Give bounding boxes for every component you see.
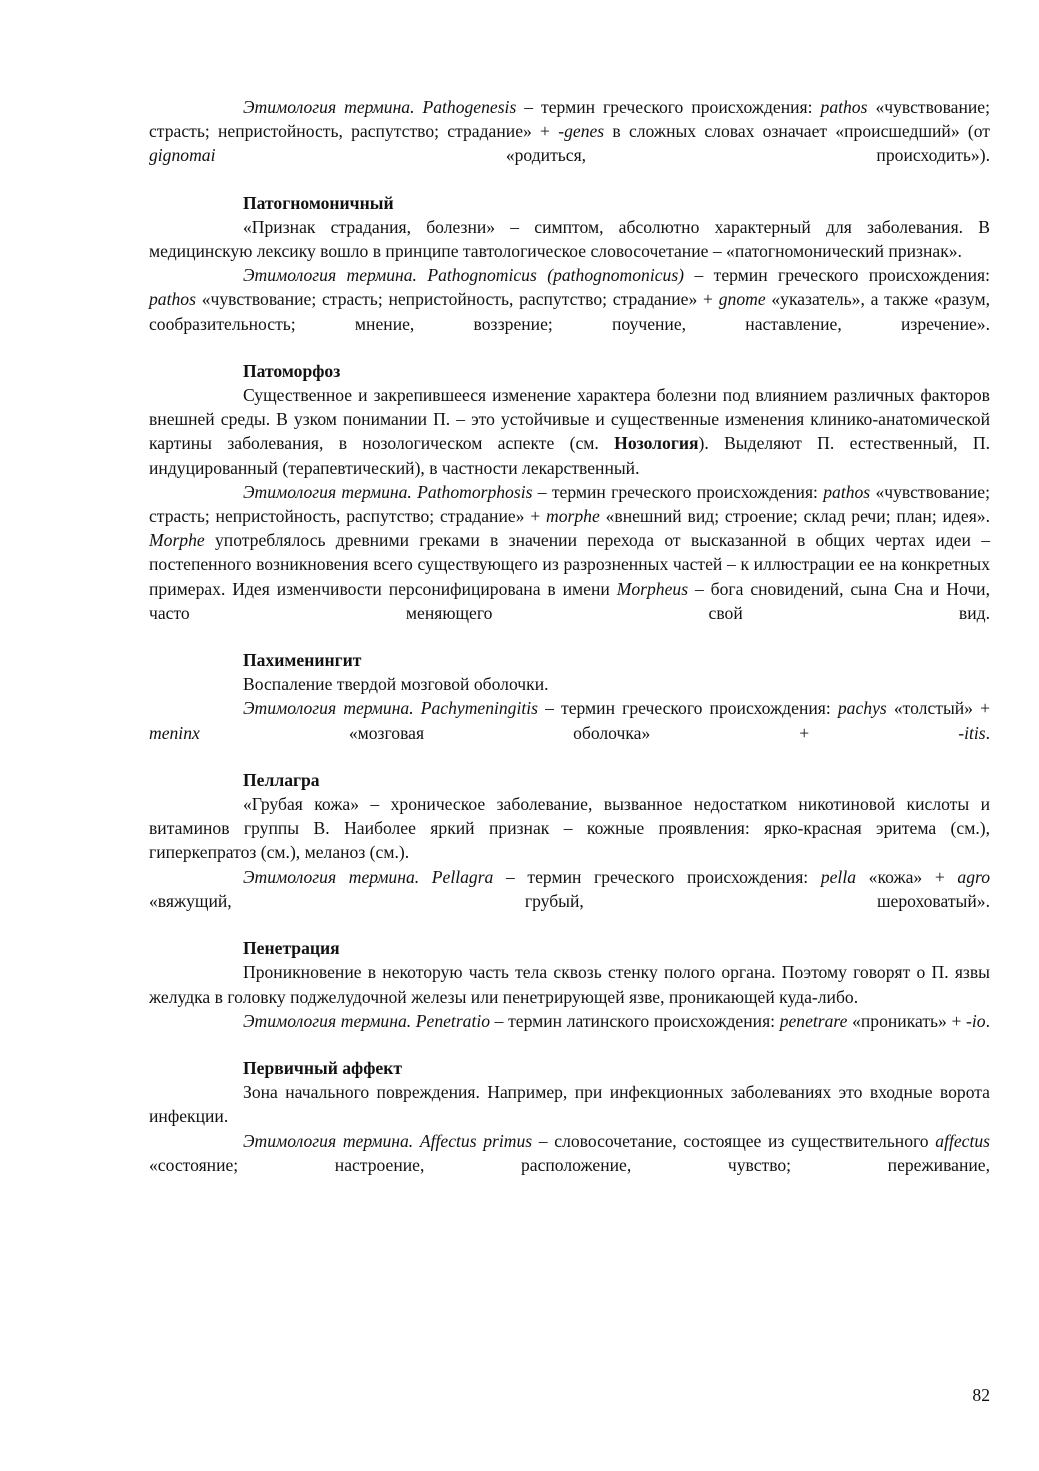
definition-paragraph bbox=[149, 672, 990, 696]
dictionary-entry bbox=[149, 648, 990, 745]
italic-text: Morpheus bbox=[616, 578, 689, 599]
text-run: «вяжущий, грубый, шероховатый». bbox=[149, 890, 990, 911]
italic-text: Этимология термина. Pellagra bbox=[243, 866, 494, 887]
italic-text: Этимология термина. Pathognomicus (pathognomonicus) bbox=[243, 265, 685, 286]
text-run: – термин греческого происхождения: bbox=[684, 265, 990, 286]
italic-text: Этимология термина. Pachymeningitis bbox=[243, 698, 538, 719]
text-run: Зона начального повреждения. Например, при инфекционных заболеваниях это входные ворота инфекции. bbox=[149, 1082, 990, 1127]
dictionary-entry bbox=[149, 191, 990, 336]
etymology-paragraph bbox=[149, 263, 990, 336]
italic-text: Этимология термина. Affectus primus bbox=[243, 1130, 533, 1151]
dictionary-entry bbox=[149, 768, 990, 913]
text-run: Существенное и закрепившееся изменение характера болезни под влиянием различных факторов внешней среды. В узком понимании П. – это устойчивые и существенные изменения клинико-анатомической картины заболевания, в нозологическом аспекте (см. bbox=[149, 385, 990, 454]
intro-block bbox=[149, 95, 990, 168]
text-run: – термин греческого происхождения: bbox=[516, 97, 821, 117]
text-run: . bbox=[985, 1010, 990, 1031]
etymology-paragraph bbox=[149, 95, 990, 168]
text-run: «толстый» + bbox=[886, 698, 991, 719]
italic-text: -io bbox=[966, 1010, 986, 1031]
text-run: «указатель», а также «разум, сообразительность; мнение, воззрение; поучение, наставление, изречение». bbox=[149, 289, 990, 334]
italic-text: gnome bbox=[718, 289, 766, 310]
text-run: Воспаление твердой мозговой оболочки. bbox=[243, 674, 549, 695]
italic-text: pachys bbox=[837, 698, 887, 719]
text-run: – термин греческого происхождения: bbox=[493, 866, 821, 887]
italic-text: affectus bbox=[935, 1130, 990, 1151]
italic-text: agro bbox=[957, 866, 990, 887]
etymology-paragraph bbox=[149, 1009, 990, 1033]
italic-text: Этимология термина. Pathogenesis bbox=[243, 97, 517, 117]
dictionary-entry bbox=[149, 359, 990, 625]
text-run: «родиться, происходить»). bbox=[215, 145, 990, 166]
text-run: «чувствование; страсть; непристойность, распутство; страдание» + bbox=[149, 481, 990, 527]
definition-paragraph bbox=[149, 383, 990, 480]
text-run: «Грубая кожа» – хроническое заболевание, вызванное недостатком никотиновой кислоты и витаминов группы В. Наиболее яркий признак – кожные проявления: ярко-красная эритема (см.), гиперкепратоз (см.), меланоз (см.). bbox=[149, 794, 990, 863]
text-run: «кожа» + bbox=[856, 866, 958, 887]
text-run: «проникать» + bbox=[847, 1010, 967, 1031]
text-run: – термин греческого происхождения: bbox=[538, 698, 838, 719]
text-run: . bbox=[985, 722, 990, 743]
text-run: ). Выделяют П. естественный, П. индуцированный (терапевтический), в частности лекарственный. bbox=[149, 433, 990, 478]
text-run: – термин греческого происхождения: bbox=[532, 481, 824, 502]
etymology-paragraph bbox=[149, 1129, 990, 1177]
entry-term: Пеллагра bbox=[243, 769, 320, 790]
dictionary-entry bbox=[149, 936, 990, 1033]
definition-paragraph bbox=[149, 960, 990, 1008]
entry-term: Патоморфоз bbox=[243, 360, 341, 381]
etymology-paragraph bbox=[149, 696, 990, 744]
italic-text: pathos bbox=[820, 97, 868, 117]
text-run: «мозговая оболочка» + bbox=[199, 722, 959, 743]
italic-text: meninx bbox=[149, 722, 200, 743]
text-run: – словосочетание, состоящее из существительного bbox=[532, 1130, 936, 1151]
italic-text: -genes bbox=[558, 121, 605, 142]
italic-text: penetrare bbox=[779, 1010, 848, 1031]
entry-term: Пахименингит bbox=[243, 650, 362, 671]
text-run: «чувствование; страсть; непристойность, распутство; страдание» + bbox=[149, 97, 990, 142]
italic-text: gignomai bbox=[149, 145, 216, 166]
dictionary-entry bbox=[149, 1056, 990, 1177]
italic-text: morphe bbox=[546, 506, 600, 527]
italic-text: Этимология термина. Pathomorphosis bbox=[243, 481, 533, 502]
italic-text: -itis bbox=[958, 722, 986, 743]
entry-term: Патогномоничный bbox=[243, 192, 394, 213]
text-run: «внешний вид; строение; склад речи; план; идея». bbox=[599, 506, 990, 527]
entry-term: Пенетрация bbox=[243, 938, 340, 959]
italic-text: pella bbox=[820, 866, 857, 887]
text-run: Проникновение в некоторую часть тела сквозь стенку полого органа. Поэтому говорят о П. язвы желудка в головку поджелудочной железы или пенетрирующей язве, проникающей куда-либо. bbox=[149, 962, 990, 1007]
definition-paragraph bbox=[149, 792, 990, 865]
italic-text: Этимология термина. Penetratio bbox=[243, 1010, 491, 1031]
page-number: 82 bbox=[972, 1385, 990, 1405]
text-run: – термин латинского происхождения: bbox=[490, 1010, 780, 1031]
entries-list bbox=[149, 191, 990, 1177]
etymology-paragraph bbox=[149, 480, 990, 625]
entry-term: Первичный аффект bbox=[243, 1057, 402, 1078]
bold-reference: Нозология bbox=[614, 433, 699, 454]
text-run: «чувствование; страсть; непристойность, распутство; страдание» + bbox=[195, 289, 719, 310]
italic-text: pathos bbox=[149, 289, 196, 310]
italic-text: Morphe bbox=[149, 530, 205, 551]
text-run: «состояние; настроение, расположение, чувство; переживание, bbox=[149, 1154, 990, 1175]
text-run: «Признак страдания, болезни» – симптом, абсолютно характерный для заболевания. В медицинскую лексику вошло в принципе тавтологическое словосочетание – «патогномонический признак». bbox=[149, 216, 990, 262]
text-run: – бога сновидений, сына Сна и Ночи, часто меняющего свой вид. bbox=[149, 578, 991, 623]
document-page bbox=[149, 95, 990, 1177]
definition-paragraph bbox=[149, 1080, 990, 1128]
definition-paragraph bbox=[149, 215, 990, 263]
text-run: употреблялось древними греками в значении перехода от высказанной в общих чертах идеи – постепенного возникновения всего существующего из разрозненных частей – к иллюстрации ее на конкретных примерах. Идея изменчивости персонифицирована в имени bbox=[149, 530, 990, 599]
etymology-paragraph bbox=[149, 865, 990, 913]
italic-text: pathos bbox=[823, 481, 871, 502]
text-run: в сложных словах означает «происшедший» (от bbox=[604, 121, 990, 142]
